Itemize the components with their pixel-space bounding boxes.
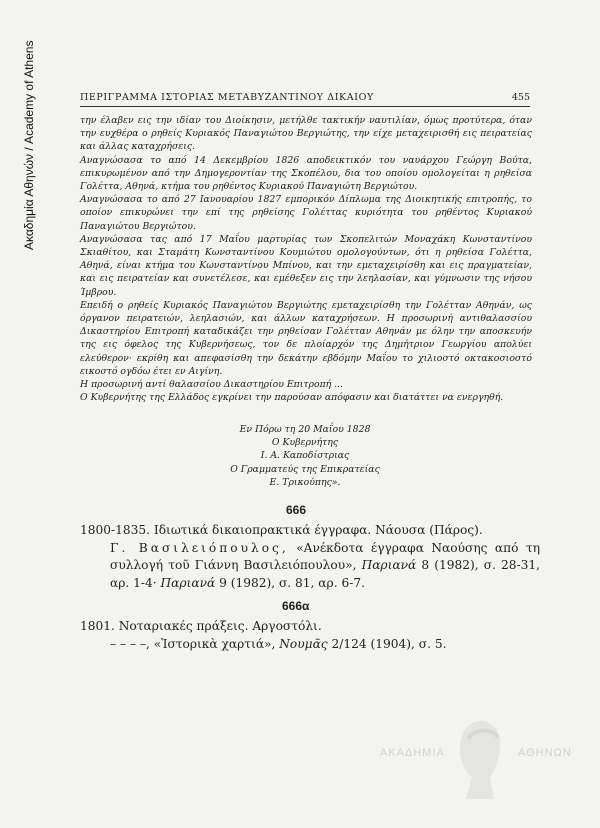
entry-author: Γ. Βασιλειόπουλος, xyxy=(110,540,289,555)
paragraph: Επειδή ο ρηθείς Κυριακός Παναγιώτου Βεργιώτης εμεταχειρίσθη την Γολέτταν Αθηνάν, ως όργανον πειρατειών, λεηλασιών, και άλλων καταχρήσεων. Η προσωρινή αντιθαλασσίου Δικαστηρίου Επιτροπή καταδικάζει την ρηθείσαν Γολέτταν Αθηνάν με όλην την αποσκευήν της εις όφελος της Κυβερνήσεως, τον δε πλοίαρχόν της Δημήτριον Γεωργίου απολύει ελεύθερον· εκρίθη και απεφασίσθη την δεκάτην εβδόμην Μαΐου το χιλιοστό οκτακοσιοστό εικοστό ογδόω έτει εν Αιγίνη. xyxy=(80,299,532,377)
paragraph: Αναγνώσασα το από 27 Ιανουαρίου 1827 εμπορικόν Δίπλωμα της Διοικητικής επιτροπής, το οποίον επικυρώνει την επί της ρηθείσης Γολέττας κυριότητα του ρηθέντος Κυριακού Παναγιώτου Βεργιώτου. xyxy=(80,194,532,232)
reference-detail: 9 (1982), σ. 81, αρ. 6-7. xyxy=(215,575,365,590)
signature-line: Ε. Τρικούπης». xyxy=(269,476,341,488)
reference-detail: 2/124 (1904), σ. 5. xyxy=(327,636,447,651)
signature-line: Ο Κυβερνήτης xyxy=(271,437,339,449)
watermark-text-right: ΑΘΗΝΩΝ xyxy=(518,747,572,759)
watermark-text-left: ΑΚΑΔΗΜΙΑ xyxy=(380,747,445,759)
reference-detail: 8 (1982), σ. 28-31, αρ. 1-4· xyxy=(110,558,541,590)
journal-name: Παριανά xyxy=(160,575,216,590)
paragraph: Αναγνώσασα τας από 17 Μαΐου μαρτυρίας των Σκοπελιτών Μοναχάκη Κωνσταντίνου Σκιαθίτου, και Σταμάτη Κωνσταντίνου Κουμιώτου ομολογούντων, ότι η ρηθείσα Γολέττα, Αθηνά, είναι κτήμα του Κωνσταντίνου Μπίνου, και την εμεταχειρίσθη και εις πραγματείαν, και εις πειρατείαν και συνετέλεσε, και εμέθεξεν εις την λεηλασίαν, και γύμνωσιν της νήσου Ίμβρου. xyxy=(80,233,532,298)
entry xyxy=(80,522,540,592)
academy-watermark xyxy=(350,715,580,805)
header-title: ΠΕΡΙΓΡΑΜΜΑ ΙΣΤΟΡΙΑΣ ΜΕΤΑΒΥΖΑΝΤΙΝΟΥ ΔΙΚΑΙΟΥ xyxy=(80,92,374,103)
signature-line: Ο Γραμματεύς της Επικρατείας xyxy=(230,463,380,475)
journal-name: Νουμᾶς xyxy=(279,636,328,651)
entry xyxy=(80,618,540,653)
athena-head-icon xyxy=(450,715,510,805)
entry-reference xyxy=(80,540,540,593)
paragraph: την έλαβεν εις την ιδίαν του Διοίκησιν, μετήλθε τακτικήν ναυτιλίαν, όμως προτύτερα, όταν την ευχθέρα ο ρηθείς Κυριακός Παναγιώτου Βεργιώτης, την είχε μεταχειρισθή εις πειρατείας και άλλας καταχρήσεις. xyxy=(80,115,532,153)
paragraph: Αναγνώσασα το από 14 Δεκεμβρίου 1826 αποδεικτικόν του ναυάρχου Γεώργη Βούτα, επικυρωμένον από την Δημογεροντίαν της Σκοπέλου, δια του οποίου ομολογείται η ρηθείσα Γολέττα, Αθηνά, κτήμα του ρηθέντος Κυριακού Παναγιώτη Βεργιώτου. xyxy=(80,154,532,193)
entry-number: 666 xyxy=(286,503,307,517)
reference-title: «Ἱστορικὰ χαρτιά», xyxy=(149,636,280,651)
signature-line: Εν Πόρω τη 20 Μαΐου 1828 xyxy=(239,424,371,435)
paragraph: Ο Κυβερνήτης της Ελλάδος εγκρίνει την παρούσαν απόφασιν και διατάττει να ενεργηθή. xyxy=(80,392,504,404)
paragraph: Η προσωρινή αντί θαλασσίου Δικαστηρίου Επιτροπή ... xyxy=(80,379,344,391)
side-label: Ακαδημία Αθηνών / Academy of Athens xyxy=(22,40,36,250)
entry-reference xyxy=(80,636,540,654)
journal-name: Παριανά xyxy=(361,558,417,572)
reference-title: «Ανέκδοτα έγγραφα Ναούσης από τη συλλογή τοῦ Γιάννη Βασιλειόπουλου», xyxy=(110,540,540,572)
entry-number: 666α xyxy=(282,599,310,613)
running-header xyxy=(80,92,530,107)
entry-author: – – – –, xyxy=(110,636,150,651)
signature-block xyxy=(170,423,440,489)
entry-heading: 1801. Νοταριακές πράξεις. Αργοστόλι. xyxy=(80,619,322,633)
page-number: 455 xyxy=(511,92,530,103)
document-body xyxy=(80,114,532,404)
signature-line: Ι. Α. Καποδίστριας xyxy=(260,450,350,462)
entry-heading: 1800-1835. Ιδιωτικά δικαιοπρακτικά έγγραφα. Νάουσα (Πάρος). xyxy=(80,523,483,537)
